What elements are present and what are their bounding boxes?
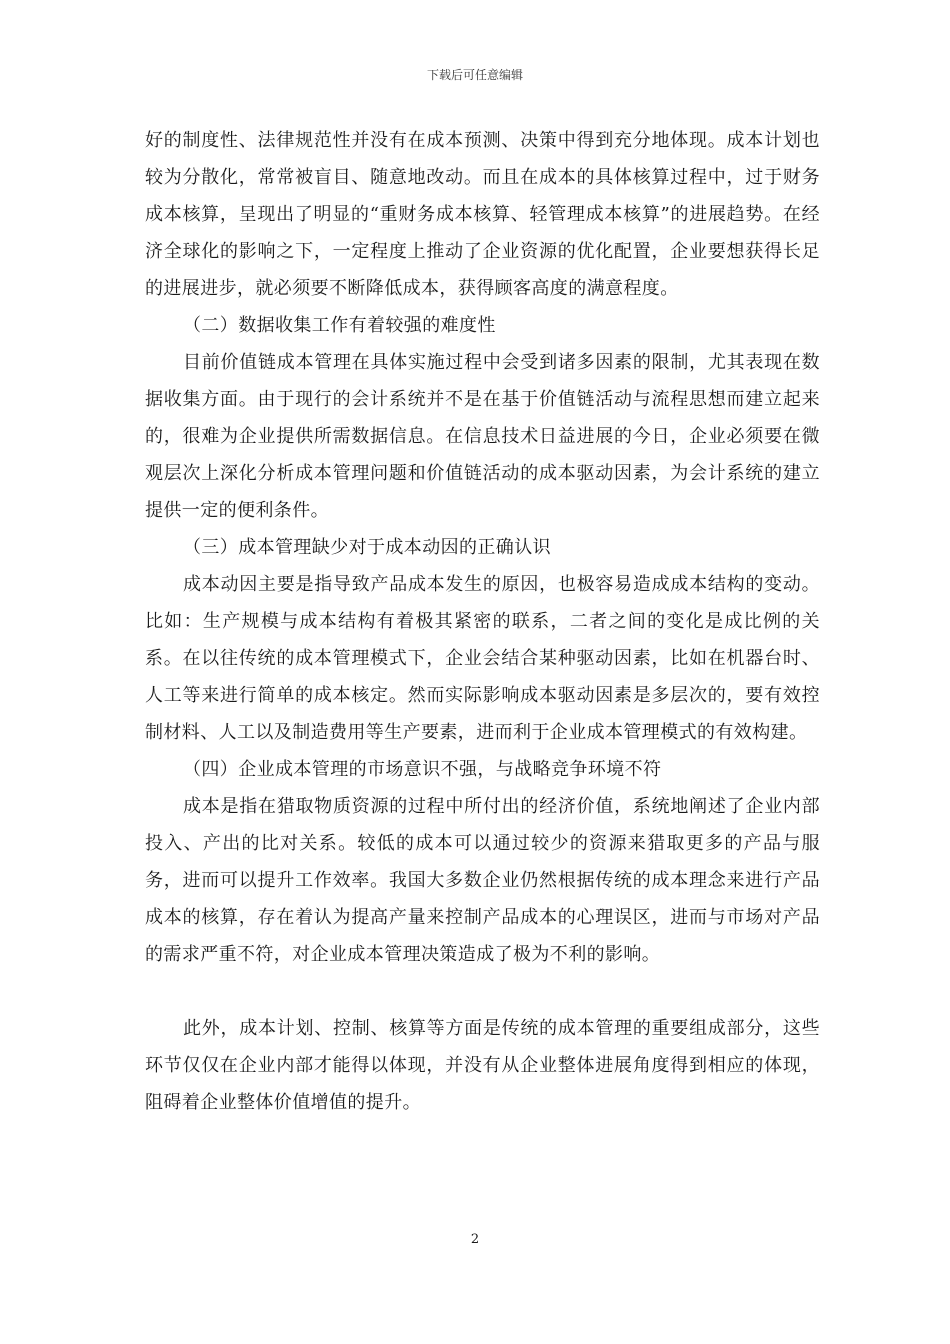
section-heading-2: （二）数据收集工作有着较强的难度性 [183,315,496,336]
page-number: 2 [470,1232,480,1247]
paragraph-cost-drivers: 成本动因主要是指导致产品成本发生的原因，也极容易造成成本结构的变动。比如：生产规模与成本结构有着极其紧密的联系，二者之间的变化是成比例的关系。在以往传统的成本管理模式下，企业会结合某种驱动因素，比如在机器台时、人工等来进行简单的成本核定。然而实际影响成本驱动因素是多层次的，要有效控制材料、人工以及制造费用等生产要素，进而利于企业成本管理模式的有效构建。 [145,574,820,743]
paragraph-continued: 好的制度性、法律规范性并没有在成本预测、决策中得到充分地体现。成本计划也较为分散化，常常被盲目、随意地改动。而且在成本的具体核算过程中，过于财务成本核算，呈现出了明显的“重财务成本核算、轻管理成本核算”的进展趋势。在经济全球化的影响之下，一定程度上推动了企业资源的优化配置，企业要想获得长足的进展进步，就必须要不断降低成本，获得顾客高度的满意程度。 [145,130,820,299]
section-heading-3: （三）成本管理缺少对于成本动因的正确认识 [183,537,551,558]
header-note: 下载后可任意编辑 [426,68,523,82]
paragraph-summary: 此外，成本计划、控制、核算等方面是传统的成本管理的重要组成部分，这些环节仅仅在企业内部才能得以体现，并没有从企业整体进展角度得到相应的体现，阻碍着企业整体价值增值的提升。 [145,1018,820,1113]
paragraph-market-awareness: 成本是指在猎取物质资源的过程中所付出的经济价值，系统地阐述了企业内部投入、产出的比对关系。较低的成本可以通过较少的资源来猎取更多的产品与服务，进而可以提升工作效率。我国大多数企业仍然根据传统的成本理念来进行产品成本的核算，存在着认为提高产量来控制产品成本的心理误区，进而与市场对产品的需求严重不符，对企业成本管理决策造成了极为不利的影响。 [145,796,820,965]
body-text [145,122,820,1121]
paragraph-gap [145,973,820,1010]
section-heading-4: （四）企业成本管理的市场意识不强，与战略竞争环境不符 [183,759,662,780]
paragraph-data-collection: 目前价值链成本管理在具体实施过程中会受到诸多因素的限制，尤其表现在数据收集方面。由于现行的会计系统并不是在基于价值链活动与流程思想而建立起来的，很难为企业提供所需数据信息。在信息技术日益进展的今日，企业必须要在微观层次上深化分析成本管理问题和价值链活动的成本驱动因素，为会计系统的建立提供一定的便利条件。 [145,352,820,521]
